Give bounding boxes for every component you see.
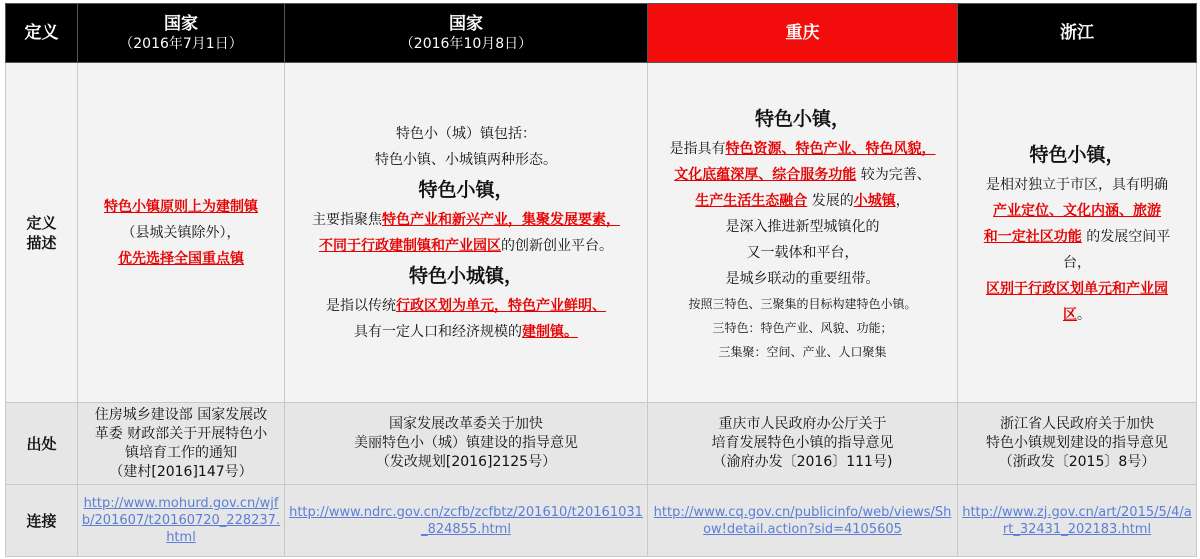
link-cell-national-2016-07 [78,485,285,557]
source-national-2016-07: 住房城乡建设部 国家发展改 革委 财政部关于开展特色小 镇培育工作的通知 （建村[2016]147号） [78,403,285,485]
highlight-text: 特色小镇原则上为建制镇 [104,198,258,215]
definition-national-2016-10: 特色小（城）镇包括： 特色小镇、小城镇两种形态。 特色小镇， 主要指聚焦特色产业和新兴产业，集聚发展要素， 不同于行政建制镇和产业园区的创新创业平台。 特色小城镇， 是指以传统行政区划为单元，特色产业鲜明、 具有一定人口和经济规模的建制镇。 [285,63,648,403]
link-national-2016-10[interactable]: http://www.ndrc.gov.cn/zcfb/zcfbtz/201610/t20161031_824855.html [289,504,643,537]
link-cell-national-2016-10 [285,485,648,557]
highlight-text: 优先选择全国重点镇 [118,250,244,267]
row-label-source: 出处 [6,403,78,485]
link-cell-chongqing [648,485,958,557]
header-national-2016-10: 国家 （2016年10月8日） [285,4,648,63]
highlight-text: 不同于行政建制镇和产业园区 [319,237,501,254]
header-row [6,4,1197,63]
header-chongqing: 重庆 [648,4,958,63]
highlight-text: 行政区划为单元，特色产业鲜明、 [396,297,606,314]
highlight-text: 区 [1063,306,1077,323]
comparison-table [5,3,1197,557]
highlight-text: 小城镇 [853,192,896,209]
row-label-link: 连接 [6,485,78,557]
highlight-text: 产业定位、文化内涵、旅游 [993,202,1161,219]
source-zhejiang: 浙江省人民政府关于加快 特色小镇规划建设的指导意见 （浙政发〔2015〕8号） [958,403,1197,485]
source-row [6,403,1197,485]
source-chongqing: 重庆市人民政府办公厅关于 培育发展特色小镇的指导意见 （渝府办发〔2016〕111号) [648,403,958,485]
highlight-text: 生产生活生态融合 [695,192,808,209]
link-chongqing[interactable]: http://www.cq.gov.cn/publicinfo/web/views/Show!detail.action?sid=4105605 [653,504,952,537]
link-row [6,485,1197,557]
definition-chongqing: 特色小镇， 是指具有特色资源、特色产业、特色风貌， 文化底蕴深厚、综合服务功能 较为完善、 生产生活生态融合 发展的小城镇， 是深入推进新型城镇化的 又一载体和平台， 是城乡联动的重要纽带。 按照三特色、三聚集的目标构建特色小镇。 三特色：特色产业、风貌、功能； 三集聚：空间、产业、人口聚集 [648,63,958,403]
highlight-text: 建制镇。 [522,323,578,340]
row-label-definition: 定义 描述 [6,63,78,403]
header-zhejiang: 浙江 [958,4,1197,63]
header-corner: 定义 [6,4,78,63]
definition-national-2016-07: 特色小镇原则上为建制镇 （县城关镇除外）， 优先选择全国重点镇 [78,63,285,403]
link-cell-zhejiang [958,485,1197,557]
highlight-text: 特色资源、特色产业、特色风貌， [725,140,936,157]
highlight-text: 文化底蕴深厚、综合服务功能 [674,166,857,183]
definition-row [6,63,1197,403]
link-national-2016-07[interactable]: http://www.mohurd.gov.cn/wjfb/201607/t20160720_228237.html [81,496,281,545]
definition-zhejiang: 特色小镇， 是相对独立于市区，具有明确 产业定位、文化内涵、旅游 和一定社区功能 的发展空间平 台， 区别于行政区划单元和产业园 区。 [958,63,1197,403]
highlight-text: 和一定社区功能 [983,228,1082,245]
highlight-text: 特色产业和新兴产业，集聚发展要素， [382,211,620,228]
header-national-2016-07: 国家 （2016年7月1日） [78,4,285,63]
link-zhejiang[interactable]: http://www.zj.gov.cn/art/2015/5/4/art_32431_202183.html [962,504,1192,537]
highlight-text: 区别于行政区划单元和产业园 [986,280,1168,297]
source-national-2016-10: 国家发展改革委关于加快 美丽特色小（城）镇建设的指导意见 （发改规划[2016]2125号） [285,403,648,485]
